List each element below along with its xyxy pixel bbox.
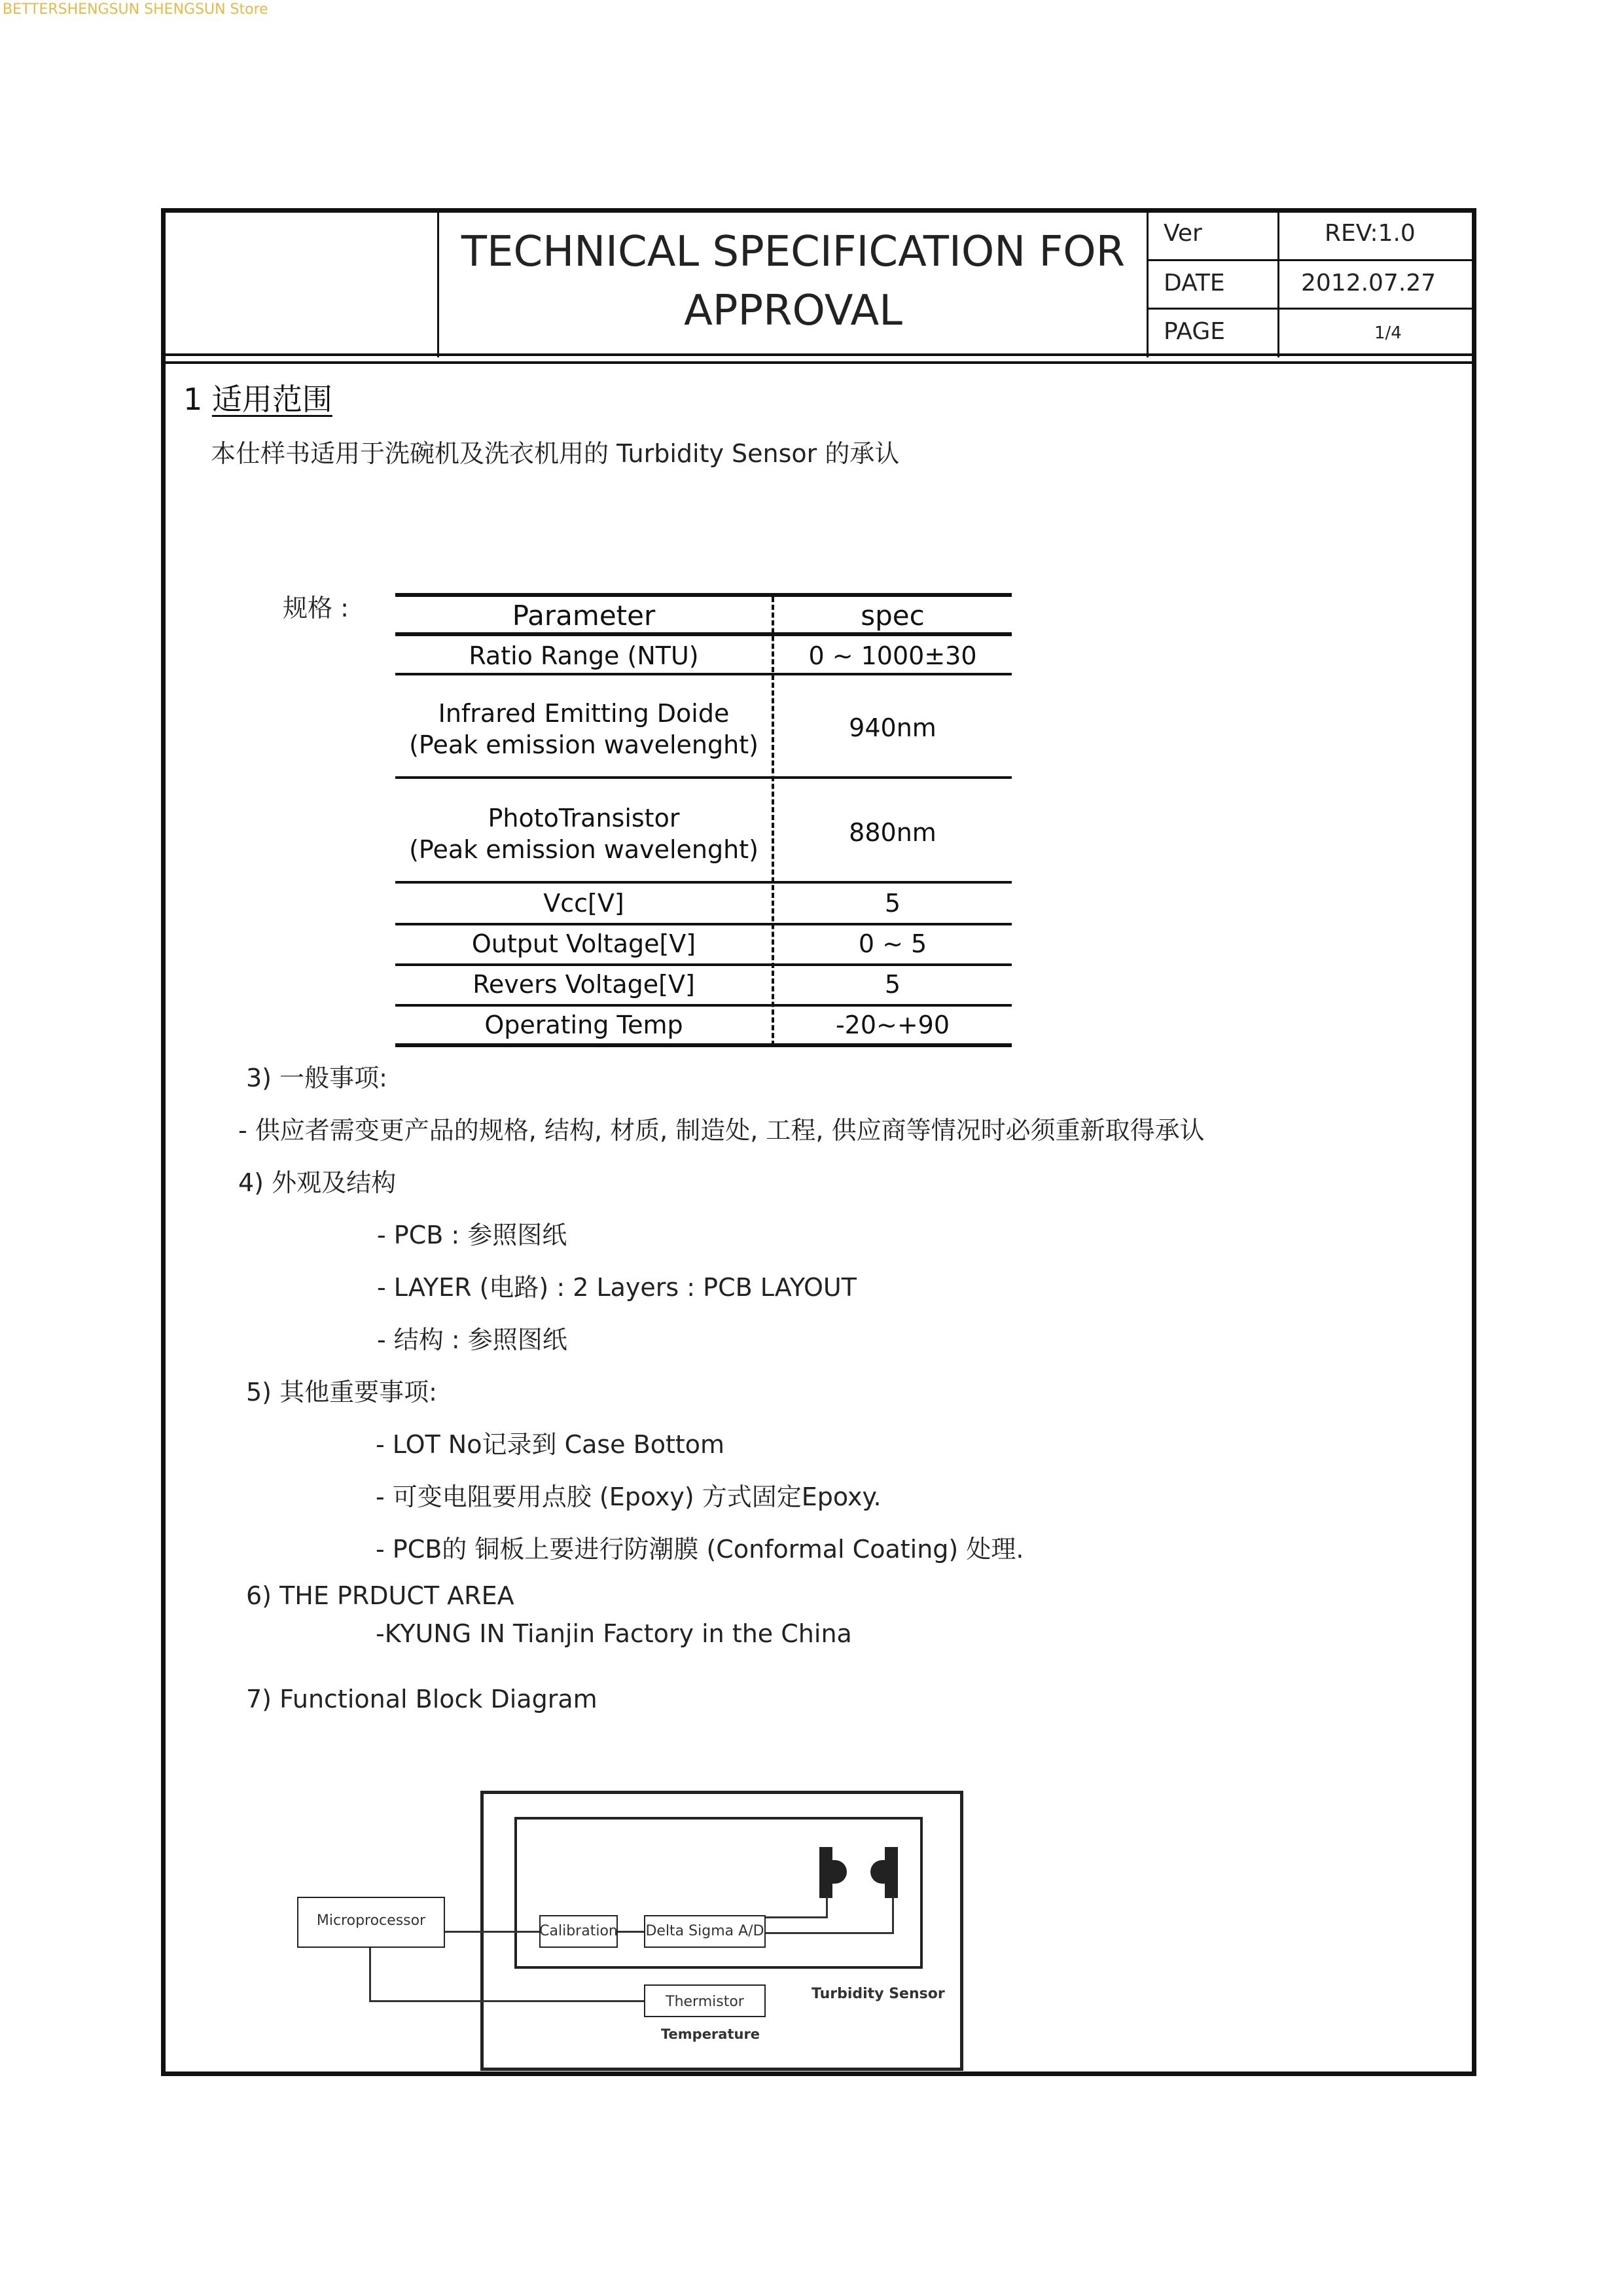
section-5-item: - PCB的 铜板上要进行防潮膜 (Conformal Coating) 处理. [376,1535,1024,1564]
line-delta-to-emitter [766,1916,827,1918]
section-7-title: 7) Functional Block Diagram [246,1685,597,1713]
turbidity-sensor-label: Turbidity Sensor [812,1986,945,2002]
table-cell-spec: 0 ~ 1000±30 [808,641,977,670]
table-header-parameter: Parameter [512,600,656,632]
section-4-item: - LAYER (电路) : 2 Layers : PCB LAYOUT [377,1273,857,1302]
table-cell-param: Output Voltage[V] [471,929,696,958]
line-calibration-to-delta [618,1931,644,1933]
header-meta-rule-1 [1147,259,1476,261]
table-cell-spec: 880nm [849,818,936,847]
param-line: PhotoTransistor [488,804,680,833]
section-3-title: 3) 一般事项: [246,1064,387,1092]
header-divider-meta [1277,208,1279,357]
param-line: (Peak emission wavelenght) [409,730,758,759]
section-1-number: 1 [183,382,203,417]
title-line-2: APPROVAL [684,287,902,335]
table-cell-spec: 0 ~ 5 [858,929,927,958]
store-watermark: BETTERSHENGSUN SHENGSUN Store [3,1,268,18]
temperature-label: Temperature [661,2026,760,2042]
document-title [440,223,1147,340]
page-label: PAGE [1164,318,1226,345]
date-value: 2012.07.27 [1301,270,1436,296]
line-micro-down [369,1948,371,2001]
section-1-description: 本仕样书适用于洗碗机及洗衣机用的 Turbidity Sensor 的承认 [211,439,900,468]
microprocessor-label: Microprocessor [316,1912,426,1929]
line-micro-to-calibration [445,1931,539,1933]
table-rule-4 [395,923,1012,925]
date-label: DATE [1164,270,1225,296]
table-rule-1 [395,673,1012,675]
table-rule-6 [395,1004,1012,1007]
table-cell-param: Revers Voltage[V] [473,970,695,999]
table-cell-spec: -20~+90 [835,1011,950,1039]
line-receiver-drop [892,1897,894,1934]
table-cell-spec: 940nm [849,713,936,742]
thermistor-label: Thermistor [666,1994,744,2010]
table-rule-top [395,593,1012,597]
section-6-title: 6) THE PRDUCT AREA [246,1581,514,1610]
section-5-item: - 可变电阻要用点胶 (Epoxy) 方式固定Epoxy. [376,1482,882,1511]
table-rule-3 [395,881,1012,884]
section-1-heading [183,376,332,419]
table-cell-spec: 5 [884,889,901,918]
spec-label: 规格 : [283,594,349,622]
section-6-item: -KYUNG IN Tianjin Factory in the China [376,1619,852,1648]
table-rule-2 [395,776,1012,779]
param-line: (Peak emission wavelenght) [409,835,758,864]
section-5-title: 5) 其他重要事项: [246,1378,437,1407]
table-cell-param [395,802,772,865]
page-value: 1/4 [1374,323,1402,343]
section-4-item: - PCB : 参照图纸 [377,1221,567,1249]
table-cell-param: Ratio Range (NTU) [469,641,699,670]
line-emitter-drop [826,1897,828,1918]
param-line: Infrared Emitting Doide [438,699,730,728]
title-line-1: TECHNICAL SPECIFICATION FOR [461,228,1126,276]
table-rule-bottom [395,1043,1012,1047]
ver-value: REV:1.0 [1325,220,1416,247]
section-4-title: 4) 外观及结构 [238,1168,397,1197]
header-divider-right [1147,208,1149,357]
table-rule-header [395,632,1012,636]
line-delta-to-receiver [766,1932,894,1934]
line-micro-to-thermistor [369,2000,644,2002]
table-cell-param: Operating Temp [484,1011,683,1039]
section-1-title: 适用范围 [211,382,332,417]
header-bottom-rule [161,353,1476,364]
table-cell-param [395,698,772,761]
section-5-item: - LOT No记录到 Case Bottom [376,1430,725,1459]
header-divider-left [437,208,439,357]
table-rule-5 [395,963,1012,966]
table-header-spec: spec [861,600,925,632]
table-cell-param: Vcc[V] [543,889,624,918]
ver-label: Ver [1164,220,1202,247]
header-meta-rule-2 [1147,308,1476,310]
table-cell-spec: 5 [884,970,901,999]
calibration-label: Calibration [539,1923,618,1939]
section-4-item: - 结构 : 参照图纸 [377,1325,567,1354]
delta-sigma-label: Delta Sigma A/D [645,1923,764,1939]
section-3-item: - 供应者需变更产品的规格, 结构, 材质, 制造处, 工程, 供应商等情况时必须重新取得承认 [238,1116,1205,1145]
